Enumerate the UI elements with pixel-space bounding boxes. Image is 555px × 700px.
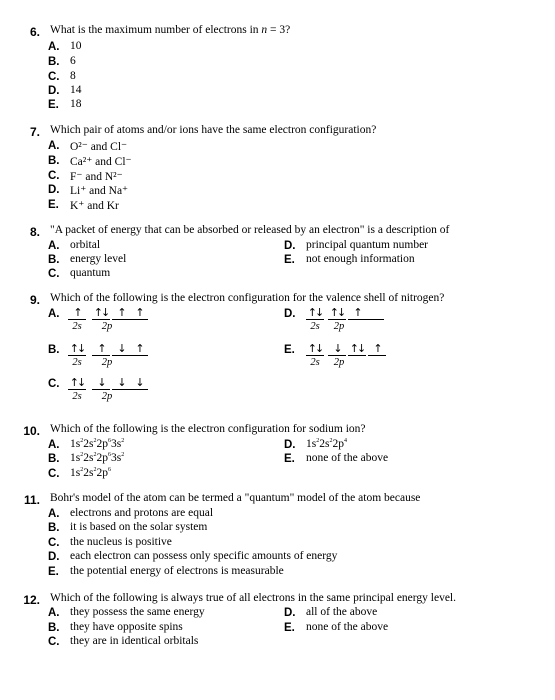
question-number: 6. [29,25,40,39]
question-number: 8. [29,225,40,239]
question-number: 11. [23,493,40,507]
label-2p: 2p [101,321,113,332]
orbital-box: ↓ [328,342,346,356]
orbital-box: ↑↓ [307,342,323,355]
orbital-box: ↑↓ [69,376,85,389]
label-2p: 2p [333,321,345,332]
question-text: What is the maximum number of electrons in n = 3? [50,24,291,36]
config-a: $1s^22s^22p^63s^2$ [70,438,125,450]
orbital-box [366,306,384,320]
orbital-box: ↓ [112,342,130,356]
question-number: 7. [29,125,40,139]
label-2p: 2p [333,357,345,368]
config-d: $1s^22s^22p^4$ [306,438,347,450]
label-2s: 2s [310,321,320,332]
orbital-box: ↓ [112,376,130,390]
orbital-box: ↓ [92,376,110,390]
question-text: Which of the following is the electron configuration for the valence shell of nitrogen? [50,292,445,304]
label-2s: 2s [72,357,82,368]
label-2p: 2p [101,391,113,402]
question-number: 10. [23,424,40,438]
question-text: Bohr's model of the atom can be termed a "quantum" model of the atom because [50,492,421,504]
orbital-box: ↓ [130,376,148,390]
orbital-box: ↑↓ [329,306,345,319]
question-text: "A packet of energy that can be absorbed or released by an electron" is a description of [50,224,450,236]
question-text: Which pair of atoms and/or ions have the same electron configuration? [50,124,377,136]
question-text: Which of the following is the electron configuration for sodium ion? [50,423,366,435]
orbital-box: ↑ [112,306,130,320]
label-2p: 2p [101,357,113,368]
orbital-box: ↑↓ [69,342,85,355]
label-2s: 2s [72,321,82,332]
orbital-box: ↑ [130,306,148,320]
label-2s: 2s [310,357,320,368]
question-number: 12. [23,593,40,607]
orbital-box: ↑ [348,306,366,320]
label-2s: 2s [72,391,82,402]
orbital-box: ↑↓ [349,342,365,355]
orbital-box: ↑ [130,342,148,356]
question-text: Which of the following is always true of all electrons in the same principal energy level. [50,592,456,604]
orbital-box: ↑ [92,342,110,356]
config-c: $1s^22s^22p^6$ [70,467,111,479]
orbital-box: ↑ [68,306,86,320]
orbital-box: ↑↓ [307,306,323,319]
question-number: 9. [29,293,40,307]
config-b: $1s^22s^22p^63s^2$ [70,452,125,464]
orbital-box: ↑ [368,342,386,356]
orbital-box: ↑↓ [93,306,109,319]
